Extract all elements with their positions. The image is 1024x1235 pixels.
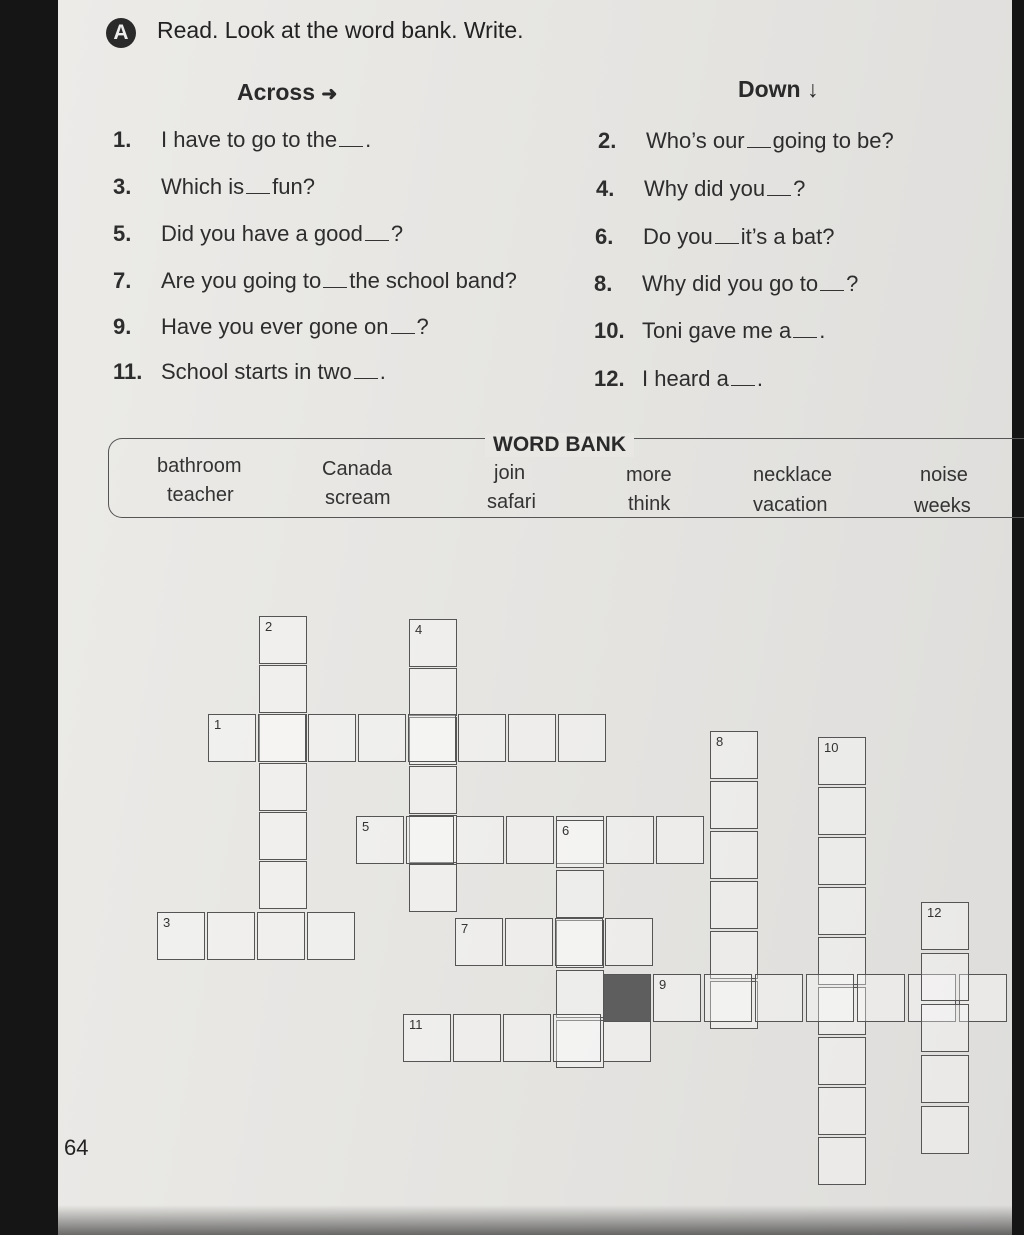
crossword-cell[interactable] <box>453 1014 501 1062</box>
crossword-cell[interactable] <box>503 1014 551 1062</box>
answer-blank[interactable] <box>365 239 389 241</box>
clue-5: 5. Did you have a good ? <box>113 221 404 246</box>
page-edge-shadow <box>58 1205 1012 1235</box>
crossword-cell[interactable] <box>409 864 457 912</box>
crossword-clue-number: 4 <box>415 622 423 637</box>
crossword-clue-number: 7 <box>461 921 469 936</box>
crossword-clue-number: 3 <box>163 915 171 930</box>
crossword-cell[interactable] <box>921 1004 969 1052</box>
crossword-cell[interactable] <box>409 766 457 814</box>
crossword-cell[interactable] <box>710 781 758 829</box>
crossword-cell[interactable] <box>259 763 307 811</box>
arrow-right-icon: ➜ <box>321 84 338 105</box>
crossword-cell[interactable] <box>818 1037 866 1085</box>
answer-blank[interactable] <box>354 377 378 379</box>
crossword-cell[interactable] <box>207 912 255 960</box>
answer-blank[interactable] <box>246 192 270 194</box>
crossword-cell[interactable] <box>257 912 305 960</box>
word-bank-word: teacher <box>167 484 234 506</box>
crossword-cell[interactable] <box>921 1055 969 1103</box>
answer-blank[interactable] <box>715 242 739 244</box>
crossword-cell[interactable] <box>258 714 306 762</box>
clue-9: 9. Have you ever gone on ? <box>113 314 429 339</box>
shaded-cell <box>603 974 651 1022</box>
crossword-clue-number: 6 <box>562 823 570 838</box>
crossword-cell[interactable] <box>259 861 307 909</box>
answer-blank[interactable] <box>747 146 771 148</box>
down-label: Down <box>738 76 801 102</box>
answer-blank[interactable] <box>339 145 363 147</box>
crossword-cell[interactable] <box>710 931 758 979</box>
arrow-down-icon: ↓ <box>807 76 819 102</box>
answer-blank[interactable] <box>793 336 817 338</box>
crossword-clue-number: 12 <box>927 905 942 920</box>
across-label: Across <box>237 79 315 105</box>
clue-11: 11. School starts in two . <box>113 359 386 384</box>
crossword-clue-number: 2 <box>265 619 273 634</box>
word-bank-word: vacation <box>753 494 828 516</box>
word-bank-word: more <box>626 464 672 486</box>
clue-8: 8. Why did you go to ? <box>594 271 859 296</box>
crossword-cell[interactable] <box>555 918 603 966</box>
crossword-cell[interactable] <box>456 816 504 864</box>
crossword-cell[interactable] <box>556 870 604 918</box>
crossword-cell[interactable] <box>508 714 556 762</box>
clue-12: 12. I heard a . <box>594 366 763 391</box>
crossword-cell[interactable] <box>406 816 454 864</box>
clue-2: 2. Who’s our going to be? <box>598 128 894 153</box>
crossword-cell[interactable] <box>259 665 307 713</box>
clue-4: 4. Why did you ? <box>596 176 806 201</box>
answer-blank[interactable] <box>391 332 415 334</box>
down-heading <box>738 76 819 103</box>
word-bank-word: bathroom <box>157 455 242 477</box>
crossword-clue-number: 9 <box>659 977 667 992</box>
crossword-cell[interactable] <box>818 1137 866 1185</box>
crossword-cell[interactable] <box>408 714 456 762</box>
crossword-cell[interactable] <box>818 837 866 885</box>
crossword-cell[interactable] <box>409 668 457 716</box>
crossword-cell[interactable] <box>818 887 866 935</box>
crossword-cell[interactable] <box>710 831 758 879</box>
crossword-cell[interactable] <box>605 918 653 966</box>
word-bank-word: Canada <box>322 458 393 480</box>
crossword-cell[interactable] <box>921 953 969 1001</box>
answer-blank[interactable] <box>323 286 347 288</box>
clue-10: 10. Toni gave me a . <box>594 318 826 343</box>
page-number: 64 <box>64 1135 89 1160</box>
crossword-cell[interactable] <box>818 787 866 835</box>
crossword-cell[interactable] <box>921 1106 969 1154</box>
word-bank-word: necklace <box>753 464 832 486</box>
exercise-instruction: Read. Look at the word bank. Write. <box>157 17 524 43</box>
crossword-clue-number: 1 <box>214 717 222 732</box>
crossword-cell[interactable] <box>606 816 654 864</box>
word-bank-word: join <box>494 462 526 484</box>
word-bank-title: WORD BANK <box>485 433 634 457</box>
word-bank-word: safari <box>487 491 536 513</box>
answer-blank[interactable] <box>767 194 791 196</box>
word-bank-word: noise <box>920 464 968 486</box>
crossword-cell[interactable] <box>556 970 604 1018</box>
answer-blank[interactable] <box>731 384 755 386</box>
exercise-badge: A <box>106 18 136 48</box>
crossword-cell[interactable] <box>553 1014 601 1062</box>
word-bank-word: weeks <box>914 495 971 517</box>
crossword-cell[interactable] <box>308 714 356 762</box>
crossword-cell[interactable] <box>307 912 355 960</box>
crossword-cell[interactable] <box>710 881 758 929</box>
crossword-clue-number: 5 <box>362 819 370 834</box>
crossword-clue-number: 10 <box>824 740 839 755</box>
answer-blank[interactable] <box>820 289 844 291</box>
crossword-clue-number: 8 <box>716 734 724 749</box>
word-bank-word: scream <box>325 487 391 509</box>
crossword-cell[interactable] <box>755 974 803 1022</box>
crossword-cell[interactable] <box>806 974 854 1022</box>
crossword-cell[interactable] <box>704 974 752 1022</box>
crossword-clue-number: 11 <box>409 1017 423 1032</box>
crossword-cell[interactable] <box>558 714 606 762</box>
clue-1: 1. I have to go to the . <box>113 127 372 152</box>
crossword-cell[interactable] <box>505 918 553 966</box>
crossword-cell[interactable] <box>458 714 506 762</box>
across-heading <box>237 79 337 106</box>
crossword-cell[interactable] <box>818 1087 866 1135</box>
word-bank-word: think <box>628 493 671 515</box>
crossword-cell[interactable] <box>857 974 905 1022</box>
clue-7: 7. Are you going to the school band? <box>113 268 517 293</box>
crossword-cell[interactable] <box>259 812 307 860</box>
crossword-cell[interactable] <box>656 816 704 864</box>
crossword-cell[interactable] <box>506 816 554 864</box>
crossword-cell[interactable] <box>358 714 406 762</box>
clue-3: 3. Which is fun? <box>113 174 315 199</box>
clue-6: 6. Do you it’s a bat? <box>595 224 835 249</box>
